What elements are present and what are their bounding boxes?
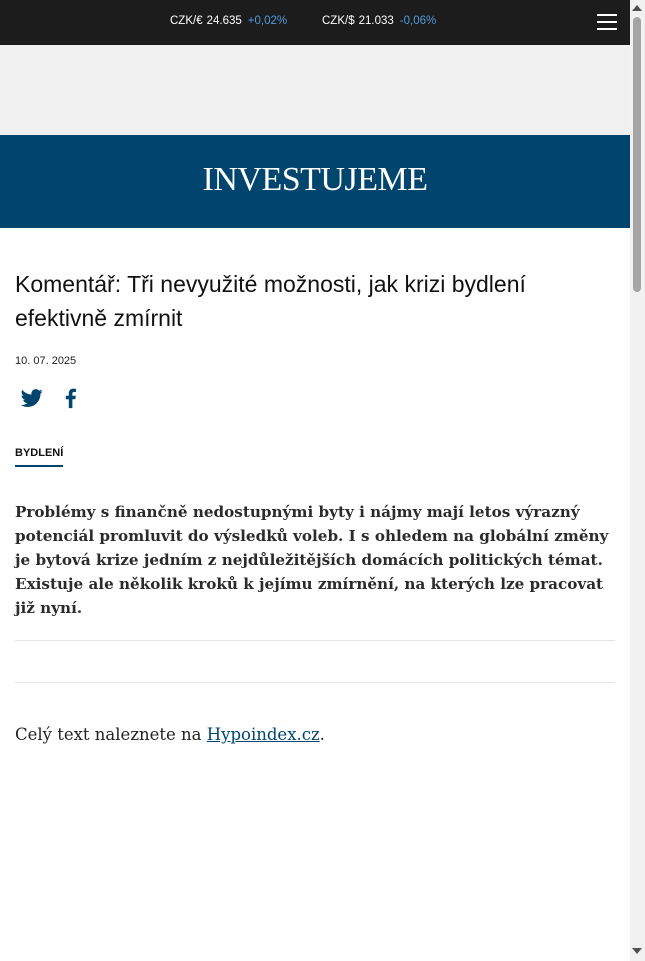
article-perex: Problémy s finančně nedostupnými byty i nájmy mají letos výrazný potenciál promluvit do výsledků voleb. I s ohledem na globální změny je bytová krize jedním z nejdůležitějších domácích politických témat. Existuje ale několik kroků k jejímu zmírnění, na kterých lze pracovat již nyní. — [15, 503, 609, 617]
divider — [15, 682, 615, 683]
ticker-pair: CZK/€ — [170, 15, 203, 27]
source-suffix: . — [319, 725, 325, 744]
ticker-value: 21.033 — [358, 15, 394, 27]
scrollbar[interactable] — [630, 0, 645, 961]
source-note — [15, 723, 325, 747]
ticker-item-eur — [170, 15, 287, 27]
hamburger-menu-icon[interactable] — [597, 14, 617, 31]
site-logo[interactable]: INVESTUJEME — [202, 161, 428, 198]
article-date: 10. 07. 2025 — [15, 355, 77, 367]
ad-banner-space — [0, 45, 630, 135]
source-link[interactable]: Hypoindex.cz — [206, 725, 320, 744]
twitter-icon[interactable] — [21, 387, 43, 409]
facebook-icon[interactable] — [60, 387, 82, 409]
article-title: Komentář: Tři nevyužité možnosti, jak krizi bydlení efektivně zmírnit — [15, 271, 526, 331]
divider — [15, 640, 615, 641]
scroll-down-arrow-icon[interactable] — [632, 948, 642, 954]
category-tag[interactable]: BYDLENÍ — [15, 447, 63, 467]
top-bar — [0, 0, 630, 45]
scroll-up-arrow-icon[interactable] — [632, 5, 642, 11]
ticker-change: +0,02% — [247, 15, 288, 27]
scroll-thumb[interactable] — [633, 17, 641, 292]
ticker-item-usd — [322, 15, 436, 27]
ticker-pair: CZK/$ — [322, 15, 355, 27]
source-prefix: Celý text naleznete na — [15, 725, 207, 744]
ticker-value: 24.635 — [206, 15, 242, 27]
ticker-change: -0,06% — [399, 15, 437, 27]
